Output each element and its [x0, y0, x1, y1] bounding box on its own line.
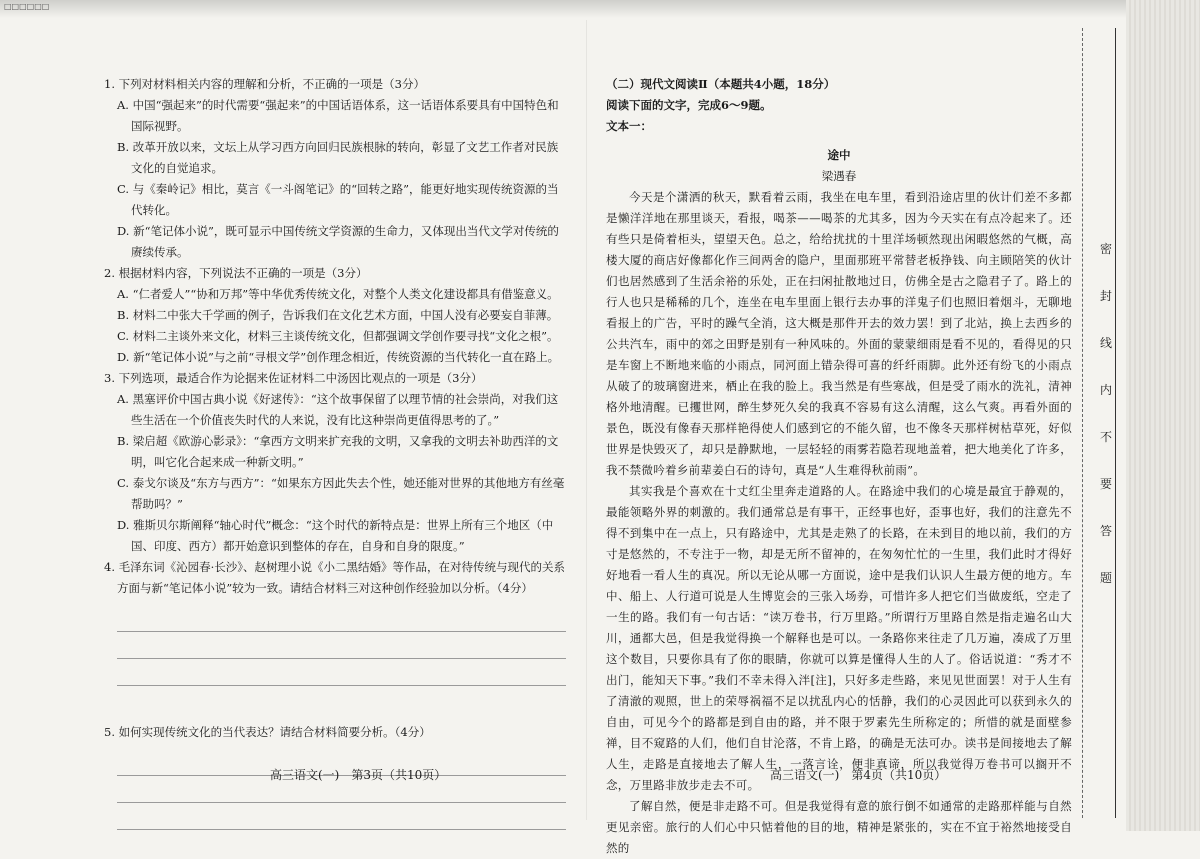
seal-char: 内 — [1099, 383, 1112, 397]
seal-char: 线 — [1099, 336, 1112, 350]
seal-char: 封 — [1099, 289, 1112, 303]
question-2 — [104, 263, 566, 368]
spacer — [104, 686, 566, 722]
answer-line[interactable] — [117, 659, 566, 686]
answer-line[interactable] — [117, 632, 566, 659]
answer-area[interactable] — [117, 605, 566, 686]
article-paragraph: 今天是个潇洒的秋天，默看着云雨，我坐在电车里，看到沿途店里的伙计们差不多都是懒洋洋地在那里谈天，看报，喝茶——喝茶的尤其多，因为今天实在有点冷起来了。还有些只是倚着柜头，望望天色。总之，给给扰扰的十里洋场顿然现出闲暇悠然的气概，高楼大厦的商店好像都化作三间两舍的隐户，里面那班平常替老板挣钱、向主顾陪笑的伙计们也居然感到了生活余裕的乐处，正在扫闲扯散地过日，仿佛全是古之隐君子了。路上的行人也只是稀稀的几个，连坐在电车里面上银行去办事的洋鬼子们也照旧着烟斗，无聊地看报上的广告，平时的躁气全消，这大概是那件开去的效力罢！到了北站，换上去西乡的公共汽车，雨中的郊之田野是别有一种风味的。外面的蒙蒙细雨是看不见的，看得见的只是车窗上不断地来临的小雨点，同河面上错杂得可喜的纤纤雨脚。此外还有纷飞的小雨点从破了的玻璃窗进来，栖止在我的脸上。我当然是有些寒战，但是受了雨水的洗礼，清神格外地清醒。已攫世网，醉生梦死久矣的我真不容易有这么清醒，这么气爽。再看外面的景色，既没有像春天那样艳得使人们感到它的不能久留，也不像冬天那样树枯草死，好似世界是快毁灭了，却只是静默地，一层轻轻的雨雾若隐若现地盖着，把大地美化了许多，我不禁微吟着乡前辈姜白石的诗句，真是“人生难得秋前雨”。 — [606, 190, 1072, 477]
question-1 — [104, 74, 566, 263]
page-seam — [586, 20, 587, 820]
seal-char: 题 — [1099, 571, 1112, 585]
option-d: D. 新“笔记体小说”与之前“寻根文学”创作理念相近，传统资源的当代转化一直在路上。 — [117, 350, 560, 364]
left-page — [104, 74, 566, 830]
option-c: C. 材料二主谈外来文化，材料三主谈传统文化，但都强调文学创作要寻找“文化之根”。 — [117, 329, 559, 343]
article-paragraph: 了解自然，便是非走路不可。但是我觉得有意的旅行倒不如通常的走路那样能与自然更见亲密。旅行的人们心中只惦着他的目的地，精神是紧张的，实在不宜于裕然地接受自然的 — [606, 799, 1072, 855]
question-4 — [104, 557, 566, 686]
option-c: C. 与《秦岭记》相比，莫言《一斗阁笔记》的“回转之路”，能更好地实现传统资源的当代转化。 — [117, 182, 559, 217]
article-author: 梁遇春 — [821, 169, 857, 183]
question-stem: 2. 根据材料内容，下列说法不正确的一项是（3分） — [104, 266, 368, 280]
option-d: D. 新“笔记体小说”，既可显示中国传统文学资源的生命力，又体现出当代文学对传统的赓续传承。 — [117, 224, 559, 259]
right-page — [606, 74, 1072, 859]
question-3 — [104, 368, 566, 557]
option-a: A. 黑塞评价中国古典小说《好逑传》：“这个故事保留了以理节情的社会崇尚，对我们这些生活在一个价值丧失时代的人来说，没有比这种崇尚更值得思考的了。” — [117, 392, 559, 427]
option-b: B. 改革开放以来，文坛上从学习西方向回归民族根脉的转向，彰显了文艺工作者对民族文化的自觉追求。 — [117, 140, 559, 175]
option-a: A. 中国“强起来”的时代需要“强起来”的中国话语体系，这一话语体系要具有中国特色和国际视野。 — [117, 98, 559, 133]
question-stem: 4. 毛泽东词《沁园春·长沙》、赵树理小说《小二黑结婚》等作品，在对待传统与现代的关系方面与新“笔记体小说”较为一致。请结合材料三对这种创作经验加以分析。（4分） — [104, 560, 566, 595]
answer-area[interactable] — [117, 749, 566, 830]
option-a: A. “仁者爱人”“协和万邦”等中华优秀传统文化，对整个人类文化建设都具有借鉴意义。 — [117, 287, 559, 301]
option-c: C. 泰戈尔谈及“东方与西方”：“如果东方因此失去个性，她还能对世界的其他地方有丝毫帮助吗？” — [117, 476, 565, 511]
page-footer-left: 高三语文(一) 第3页（共10页） — [270, 768, 447, 782]
reading-instruction: 阅读下面的文字，完成6～9题。 — [606, 98, 772, 112]
question-stem: 5. 如何实现传统文化的当代表达？请结合材料简要分析。（4分） — [104, 725, 431, 739]
seal-char: 密 — [1099, 242, 1112, 256]
scan-edge — [0, 0, 1200, 18]
article-paragraph: 其实我是个喜欢在十丈红尘里奔走道路的人。在路途中我们的心境是最宜于静观的，最能领略外界的刺激的。我们通常总是有事干，正经事也好，歪事也好，我们的注意先不得不到集中在一点上，只有路途中，尤其是走熟了的长路，在未到目的地以前，我们的方寸是悠然的，不专注于一物，却是无所不留神的，在匆匆忙忙的一生里，我们此时才得好好地看一看人生的真况。所以无论从哪一方面说，途中是我们认识人生最方便的地方。车中、船上、人行道可说是人生博览会的三张入场券，可惜许多人把它们当做废纸，空走了一生的路。我们有一句古话：“读万卷书，行万里路。”所谓行万里路自然是指走遍名山大川，通都大邑，但是我觉得换一个解释也是可以。一条路你来往走了几万遍，凑成了万里这个数目，只要你具有了你的眼睛，你就可以算是懂得人生的人了。俗话说道：“秀才不出门，能知天下事。”我们不幸未得入泮[注]，只好多走些路，来见见世面罢！对于人生有了清澈的观照，世上的荣辱祸福不足以扰乱内心的恬静，我们的心灵因此可以获到永久的自由，可见今个的路都是到自由的路，并不限于罗素先生所称定的；所惜的就是面壁参禅，目不窥路的人们，他们自甘沦落，不肯上路，的确是无法可办。读书是间接地去了解人生，走路是直接地去了解人生，一落言诠，便非真谛，所以我觉得万卷书可以搁开不念，万里路非放步走去不可。 — [606, 484, 1072, 792]
seal-line-text — [1097, 240, 1115, 616]
answer-line[interactable] — [117, 803, 566, 830]
corner-mark: □□□□□□ — [4, 2, 50, 11]
question-stem: 3. 下列选项，最适合作为论据来佐证材料二中汤因比观点的一项是（3分） — [104, 371, 483, 385]
option-b: B. 材料二中张大千学画的例子，告诉我们在文化艺术方面，中国人没有必要妄自菲薄。 — [117, 308, 559, 322]
text-label: 文本一： — [606, 119, 652, 133]
section-title: （二）现代文阅读Ⅱ（本题共4小题，18分） — [606, 77, 836, 91]
seal-char: 要 — [1099, 477, 1112, 491]
answer-line[interactable] — [117, 605, 566, 632]
article-title: 途中 — [827, 148, 851, 162]
option-b: B. 梁启超《欧游心影录》：“拿西方文明来扩充我的文明，又拿我的文明去补助西洋的文明，叫它化合起来成一种新文明。” — [117, 434, 559, 469]
paper-edge — [1126, 0, 1200, 831]
question-stem: 1. 下列对材料相关内容的理解和分析，不正确的一项是（3分） — [104, 77, 425, 91]
seal-char: 答 — [1099, 524, 1112, 538]
option-d: D. 雅斯贝尔斯阐释“轴心时代”概念：“这个时代的新特点是：世界上所有三个地区（中国、印度、西方）都开始意识到整体的存在，自身和自身的限度。” — [117, 518, 554, 553]
page-footer-right: 高三语文(一) 第4页（共10页） — [770, 768, 947, 782]
seal-char: 不 — [1099, 430, 1112, 444]
